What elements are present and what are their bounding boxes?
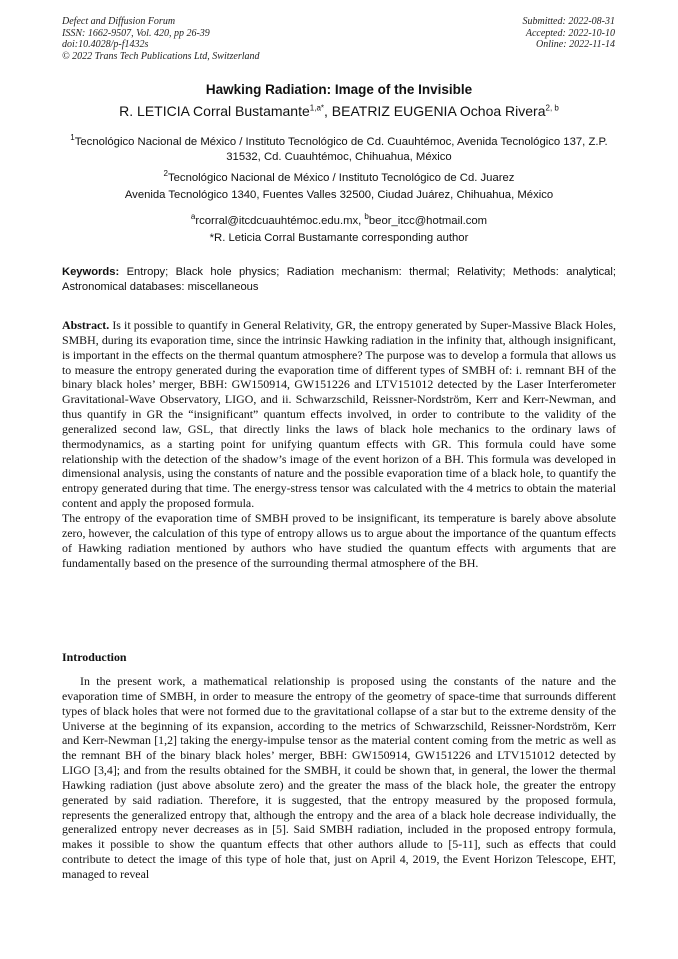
email-a: rcorral@itcdcuauhtémoc.edu.mx, (195, 214, 365, 227)
affiliation-1-mark: 1 (70, 133, 75, 142)
affiliation-1 (62, 130, 616, 165)
email-b-mark: b (364, 212, 369, 221)
keywords-label: Keywords: (62, 266, 120, 278)
abstract-paragraph-1 (62, 318, 616, 511)
affiliation-2-text: Tecnológico Nacional de México / Instituto Tecnológico de Cd. Juarez (168, 171, 515, 184)
journal-name: Defect and Diffusion Forum (62, 16, 176, 27)
introduction-body (62, 674, 616, 882)
affiliation-2 (62, 166, 616, 186)
author-list (62, 103, 616, 119)
abstract-text-1: Is it possible to quantify in General Relativity, GR, the entropy generated by Super-Massive Black Holes, SMBH, during its evaporation time, since the intrinsic Hawking radiation in the infinity that, although insignificant, is important in the effects on the thermal quantum atmosphere? The purpose was to develop a formula that allows us to measure the entropy generated during the evaporation time of different types of SMBH of: i. remnant BH of the binary black holes’ merger, BBH: GW150914, GW151226 and LTV151012 detected by the Laser Interferometer Gravitational-Wave Observatory, LIGO, and ii. Schwarzschild, Reissner-Nordström, Kerr and Kerr-Newman, and thus quantify in GR the “insignificant” quantum effects involved, in order to contribute to the validity of the generalized second law, GSL, that directly links the laws of black hole mechanics to the ordinary laws of thermodynamics, as a starting point for unifying quantum effects with GR. This formula could have some relationship with the detection of the shadow’s image of the event horizon of a BH. This formula was developed in dimensional analysis, using the constants of nature and the possible evaporation time of a black hole, to quantify the entropy generated during that time. The energy-stress tensor was calculated with the 4 metrics to obtain the material content and apply the proposed formula. (62, 318, 616, 511)
abstract (62, 318, 616, 570)
journal-copyright: © 2022 Trans Tech Publications Ltd, Switzerland (62, 50, 260, 62)
email-a-mark: a (190, 212, 196, 221)
corresponding-author: *R. Leticia Corral Bustamante corresponding author (209, 232, 469, 244)
keywords (62, 265, 616, 295)
author-2-affiliation-mark: 2, b (545, 103, 559, 113)
submitted-date: Submitted: 2022-08-31 (522, 16, 615, 27)
accepted-date: Accepted: 2022-10-10 (525, 27, 615, 39)
paper-title: Hawking Radiation: Image of the Invisible (205, 82, 473, 97)
author-2: BEATRIZ EUGENIA Ochoa Rivera (331, 103, 546, 119)
publication-dates (523, 16, 616, 51)
affiliation-2-mark: 2 (163, 169, 168, 178)
email-b: beor_itcc@hotmail.com (368, 214, 488, 227)
abstract-label: Abstract. (62, 318, 110, 332)
author-1-affiliation-mark: 1,a* (309, 103, 325, 113)
affiliation-1-text: Tecnológico Nacional de México / Instituto Tecnológico de Cd. Cuauhtémoc, Avenida Tecnológico 137, Z.P. 31532, Cd. Cuauhtémoc, Chihuahua, México (74, 135, 608, 163)
abstract-paragraph-2: The entropy of the evaporation time of SMBH proved to be insignificant, its temperature is barely above absolute zero, however, the calculation of this type of entropy allows us to argue about the importance of the quantum effects of Hawking radiation mentioned by authors who have studied the quantum effects with arguments that are fundamentally based on the presence of the surrounding thermal atmosphere of the BH. (62, 510, 616, 570)
affiliation-2-address: Avenida Tecnológico 1340, Fuentes Valles 32500, Ciudad Juárez, Chihuahua, México (124, 189, 554, 201)
journal-info (62, 16, 260, 62)
email-line (62, 209, 616, 229)
author-separator: , (324, 103, 332, 119)
keywords-text: Entropy; Black hole physics; Radiation mechanism: thermal; Relativity; Methods: analytical; Astronomical databases: miscellaneous (62, 266, 616, 293)
introduction-paragraph-1: In the present work, a mathematical relationship is proposed using the constants of the nature and the evaporation time of SMBH, in order to measure the entropy of the geometry of space-time that surrounds different types of black holes that were not formed due to the gravitational collapse of a star but to the extreme density of the Universe at the beginning of its expansion, according to the metrics of Schwarzschild, Reissner-Nordström, Kerr and Kerr-Newman [1,2] taking the energy-impulse tensor as the material content coming from the metric as well as the remnant BH of the binary black holes’ merger, BBH: GW150914, GW151226 and LTV151012 detected by LIGO [3,4]; and from the results obtained for the SMBH, it could be shown that, in general, the lower the thermal Hawking radiation (just above absolute zero) and the greater the mass of the black hole, the greater the entropy generated by said radiation. Therefore, it is suggested, that the entropy measured by the proposed formula, represents the generalized entropy that, although the entropy and the area of a black hole decrease individually, the generalized entropy never decreases as in [5]. Said SMBH radiation, included in the proposed entropy formula, makes it possible to show the quantum effects that other authors allude to [5-11], such as effects that could contribute to detect the image of this type of hole that, just on April 4, 2019, the Event Horizon Telescope, EHT, managed to reveal (62, 674, 616, 881)
journal-doi: doi:10.4028/p-f1432s (62, 39, 149, 50)
author-1: R. LETICIA Corral Bustamante (119, 103, 310, 119)
journal-issn: ISSN: 1662-9507, Vol. 420, pp 26-39 (62, 27, 210, 39)
online-date: Online: 2022-11-14 (536, 39, 615, 50)
introduction-heading: Introduction (62, 650, 127, 664)
